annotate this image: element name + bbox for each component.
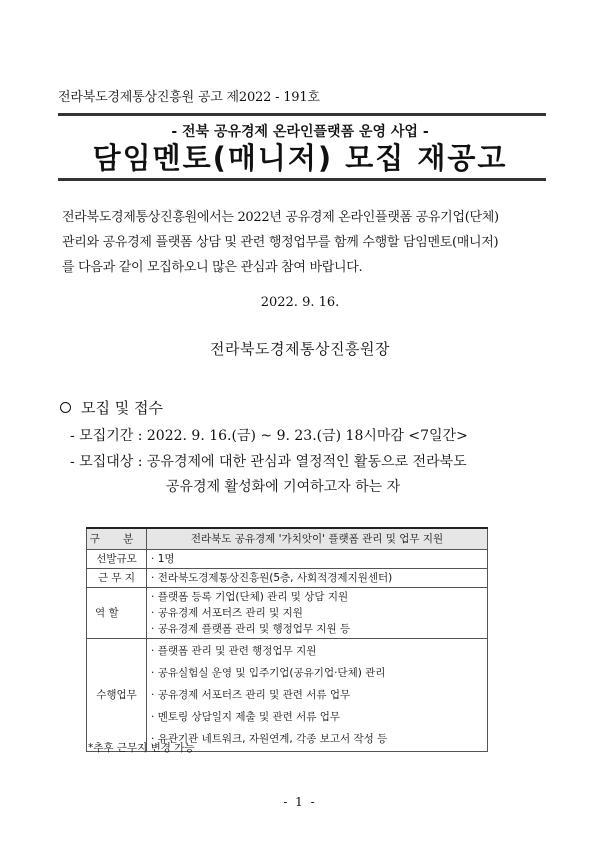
notice-number: 전라북도경제통상진흥원 공고 제2022 - 191호	[58, 90, 320, 105]
row-item: · 멘토링 상담일지 제출 및 관련 서류 업무	[151, 706, 483, 728]
recruit-period: - 모집기간 : 2022. 9. 16.(금) ~ 9. 23.(금) 18시마감 <7일간>	[70, 428, 468, 444]
row-item: · 1명	[151, 553, 175, 565]
table-header-title: 전라북도 공유경제 '가치앗이' 플랫폼 관리 및 업무 지원	[147, 528, 488, 550]
table-footnote: *추후 근무지 변경 가능	[88, 742, 195, 754]
table-header-row	[87, 528, 488, 550]
row-item: · 플랫폼 등록 기업(단체) 관리 및 상담 지원	[151, 589, 483, 605]
row-item: · 공유실험실 운영 및 입주기업(공유기업·단체) 관리	[151, 662, 483, 684]
notice-date: 2022. 9. 16.	[260, 295, 340, 310]
table-row	[87, 639, 488, 752]
intro-line: 를 다음과 같이 모집하오니 많은 관심과 참여 바랍니다.	[62, 260, 363, 275]
table-header-label: 구 분	[87, 528, 147, 550]
page-number: - 1 -	[283, 795, 317, 809]
row-item: · 공유경제 서포터즈 관리 및 관련 서류 업무	[151, 684, 483, 706]
table-row	[87, 550, 488, 569]
row-label: 선발규모	[87, 550, 147, 569]
recruitment-table	[86, 527, 488, 752]
table-row	[87, 569, 488, 588]
issuer-name: 전라북도경제통상진흥원장	[210, 340, 390, 358]
page-title: 담임멘토(매니저) 모집 재공고	[92, 141, 508, 175]
row-content	[147, 569, 488, 588]
section-heading	[60, 397, 163, 418]
row-item: · 공유경제 서포터즈 관리 및 지원	[151, 605, 483, 621]
row-item: · 공유경제 플랫폼 관리 및 행정업무 지원 등	[151, 621, 483, 637]
intro-paragraph	[62, 205, 546, 280]
recruit-target: - 모집대상 : 공유경제에 대한 관심과 열정적인 활동으로 전라북도	[70, 454, 467, 470]
table-row	[87, 588, 488, 639]
row-label: 역 할	[95, 607, 119, 619]
intro-line: 관리와 공유경제 플랫폼 상담 및 관련 행정업무를 함께 수행할 담임멘토(매니저)	[62, 235, 499, 250]
subtitle: - 전북 공유경제 온라인플랫폼 운영 사업 -	[171, 124, 429, 140]
row-label: 근 무 지	[87, 569, 147, 588]
row-content	[147, 550, 488, 569]
row-label: 수행업무	[87, 639, 147, 752]
row-content	[147, 639, 488, 752]
circle-bullet-icon	[60, 402, 71, 413]
row-content	[147, 588, 488, 639]
row-label	[87, 588, 147, 639]
row-item: · 유관기관 네트워크, 자원연계, 각종 보고서 작성 등	[151, 728, 483, 750]
row-label-spread	[89, 605, 144, 621]
recruit-target-cont: 공유경제 활성화에 기여하고자 하는 자	[166, 479, 401, 495]
title-bottom-rule	[58, 178, 546, 181]
intro-line: 전라북도경제통상진흥원에서는 2022년 공유경제 온라인플랫폼 공유기업(단체)	[62, 210, 499, 225]
row-item: · 전라북도경제통상진흥원(5층, 사회적경제지원센터)	[151, 572, 392, 584]
section-title: 모집 및 접수	[81, 399, 163, 417]
row-item: · 플랫폼 관리 및 관련 행정업무 지원	[151, 640, 483, 662]
title-top-rule	[58, 113, 546, 116]
